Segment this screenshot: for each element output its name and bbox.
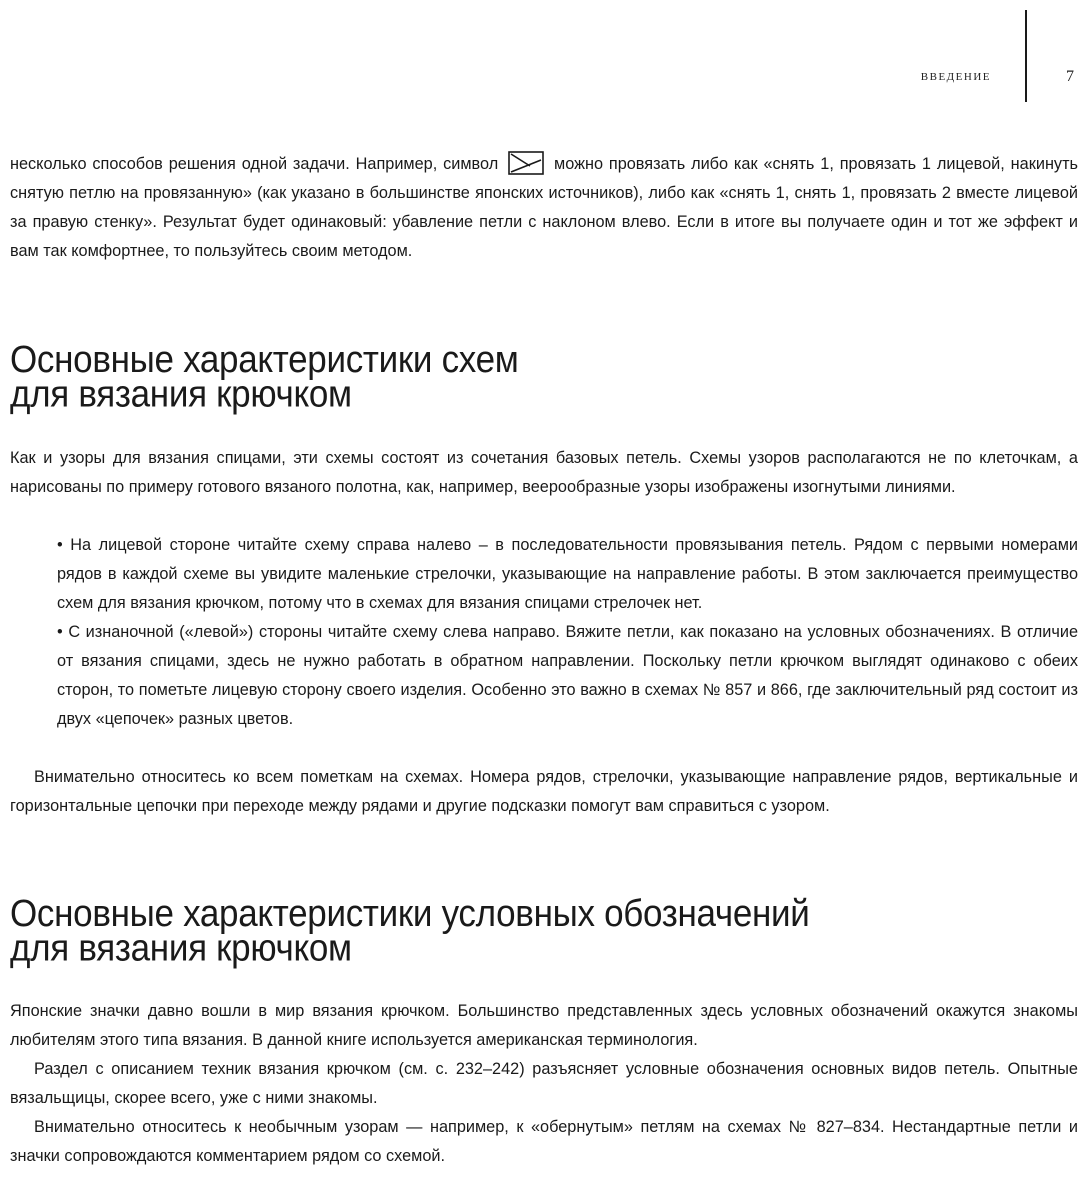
intro-text-before-symbol: несколько способов решения одной задачи. Например, символ: [10, 155, 499, 173]
section1-closing: [10, 763, 1078, 821]
section2-title-line2: для вязания крючком: [10, 927, 352, 970]
section2-body: [10, 997, 1078, 1171]
section1-heading: [10, 338, 1078, 416]
section2-title-line1: Основные характеристики условных обозначений: [10, 892, 810, 935]
section2-paragraph: Внимательно относитесь к необычным узорам — например, к «обернутым» петлям на схемах № 827–834. Нестандартные петли и значки сопровождаются комментарием рядом со схемой.: [10, 1118, 1078, 1165]
section2-title: [10, 892, 1078, 970]
decrease-left-slant-symbol-icon: [508, 151, 544, 175]
bullet-item: • С изнаночной («левой») стороны читайте схему слева направо. Вяжите петли, как показано на условных обозначениях. В отличие от вязания спицами, здесь не нужно работать в обратном направлении. Поскольку петли крючком выглядят одинаково с обеих сторон, то пометьте лицевую сторону своего изделия. Особенно это важно в схемах № 857 и 866, где заключительный ряд состоит из двух «цепочек» разных цветов.: [57, 623, 1078, 728]
page-number: 7: [1066, 68, 1074, 85]
section1-intro: [10, 444, 1078, 502]
bullet-item: • На лицевой стороне читайте схему справа налево – в последовательности провязывания петель. Рядом с первыми номерами рядов в каждой схеме вы увидите маленькие стрелочки, указывающие на направление работы. В этом заключается преимущество схем для вязания крючком, потому что в схемах для вязания спицами стрелочек нет.: [57, 536, 1078, 612]
running-head-section-title: введение: [920, 68, 991, 84]
section1-closing-paragraph: Внимательно относитесь ко всем пометкам на схемах. Номера рядов, стрелочки, указывающие направление рядов, вертикальные и горизонтальные цепочки при переходе между рядами и другие подсказки помогут вам справиться с узором.: [10, 768, 1078, 815]
intro-block: [10, 150, 1078, 266]
intro-text-after-symbol: можно провязать либо как «снять 1, провязать 1 лицевой, накинуть снятую петлю на провязанную» (как указано в большинстве японских источников), либо как «снять 1, снять 1, провязать 2 вместе лицевой за правую стенку». Результат будет одинаковый: убавление петли с наклоном влево. Если в итоге вы получаете один и тот же эффект и вам так комфортнее, то пользуйтесь своим методом.: [10, 155, 1079, 260]
section1-paragraph: Как и узоры для вязания спицами, эти схемы состоят из сочетания базовых петель. Схемы узоров располагаются не по клеточкам, а нарисованы по примеру готового вязаного полотна, как, например, веерообразные узоры изображены изогнутыми линиями.: [10, 449, 1078, 496]
section1-title: [10, 338, 1078, 416]
section1-bullet-list: [57, 531, 1078, 734]
section1-title-line1: Основные характеристики схем: [10, 338, 519, 381]
section2-heading: [10, 892, 1078, 970]
intro-paragraph: [10, 150, 1078, 266]
section2-paragraph: Японские значки давно вошли в мир вязания крючком. Большинство представленных здесь условных обозначений окажутся знакомы любителям этого типа вязания. В данной книге используется американская терминология.: [10, 1002, 1078, 1049]
section1-title-line2: для вязания крючком: [10, 373, 352, 416]
header-divider: [1025, 10, 1027, 102]
section2-paragraph: Раздел с описанием техник вязания крючком (см. с. 232–242) разъясняет условные обозначения основных видов петель. Опытные вязальщицы, скорее всего, уже с ними знакомы.: [10, 1060, 1078, 1107]
